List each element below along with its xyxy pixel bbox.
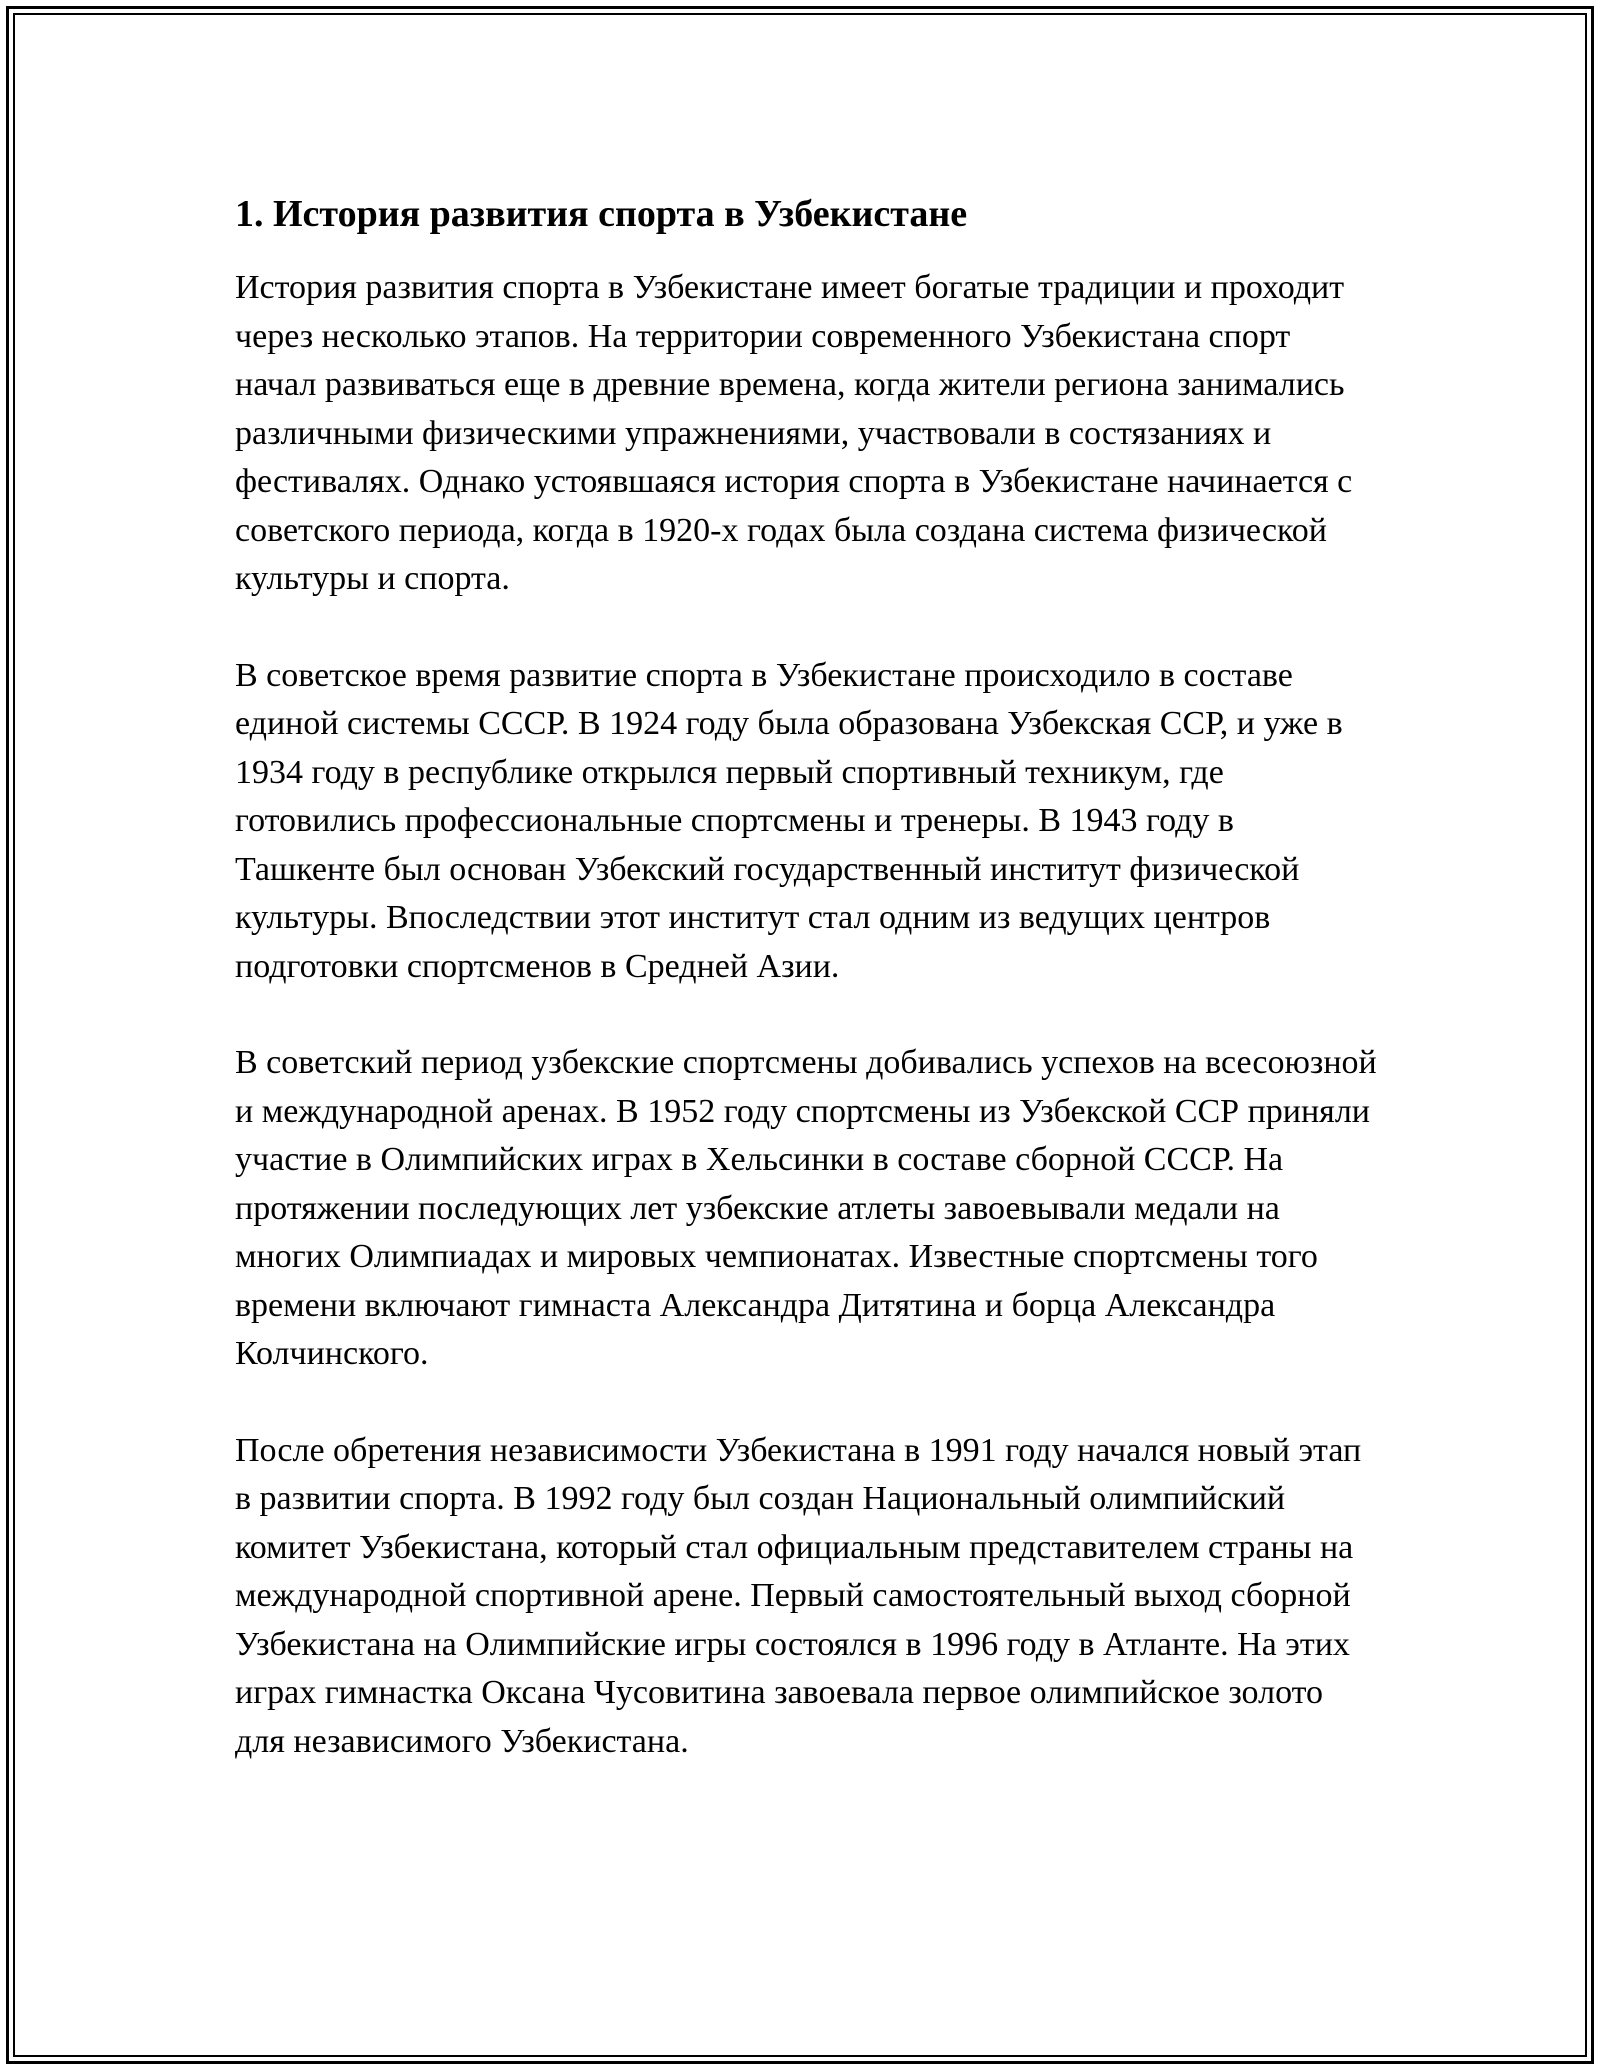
paragraph-3: В советский период узбекские спортсмены добивались успехов на всесоюзной и международной аренах. В 1952 году спортсмены из Узбекской ССР приняли участие в Олимпийских играх в Хельсинки в составе сборной СССР. На протяжении последующих лет узбекские атлеты завоевывали медали на многих Олимпиадах и мировых чемпионатах. Известные спортсмены того времени включают гимнаста Александра Дитятина и борца Александра Колчинского. [235,1044,1377,1372]
section-heading: 1. История развития спорта в Узбекистане [235,193,968,235]
paragraph-1: История развития спорта в Узбекистане имеет богатые традиции и проходит через несколько этапов. На территории современного Узбекистана спорт начал развиваться еще в древние времена, когда жители региона занимались различными физическими упражнениями, участвовали в состязаниях и фестивалях. Однако устоявшаяся история спорта в Узбекистане начинается с советского периода, когда в 1920-х годах была создана система физической культуры и спорта. [235,269,1353,597]
paragraph-2: В советское время развитие спорта в Узбекистане происходило в составе единой системы СССР. В 1924 году была образована Узбекская ССР, и уже в 1934 году в республике открылся первый спортивный техникум, где готовились профессиональные спортсмены и тренеры. В 1943 году в Ташкенте был основан Узбекский государственный институт физической культуры. Впоследствии этот институт стал одним из ведущих центров подготовки спортсменов в Средней Азии. [235,656,1343,985]
paragraph-4: После обретения независимости Узбекистана в 1991 году начался новый этап в развитии спорта. В 1992 году был создан Национальный олимпийский комитет Узбекистана, который стал официальным представителем страны на международной спортивной арене. Первый самостоятельный выход сборной Узбекистана на Олимпийские игры состоялся в 1996 году в Атланте. На этих играх гимнастка Оксана Чусовитина завоевала первое олимпийское золото для независимого Узбекистана. [235,1431,1362,1760]
document-body [235,186,1380,1814]
